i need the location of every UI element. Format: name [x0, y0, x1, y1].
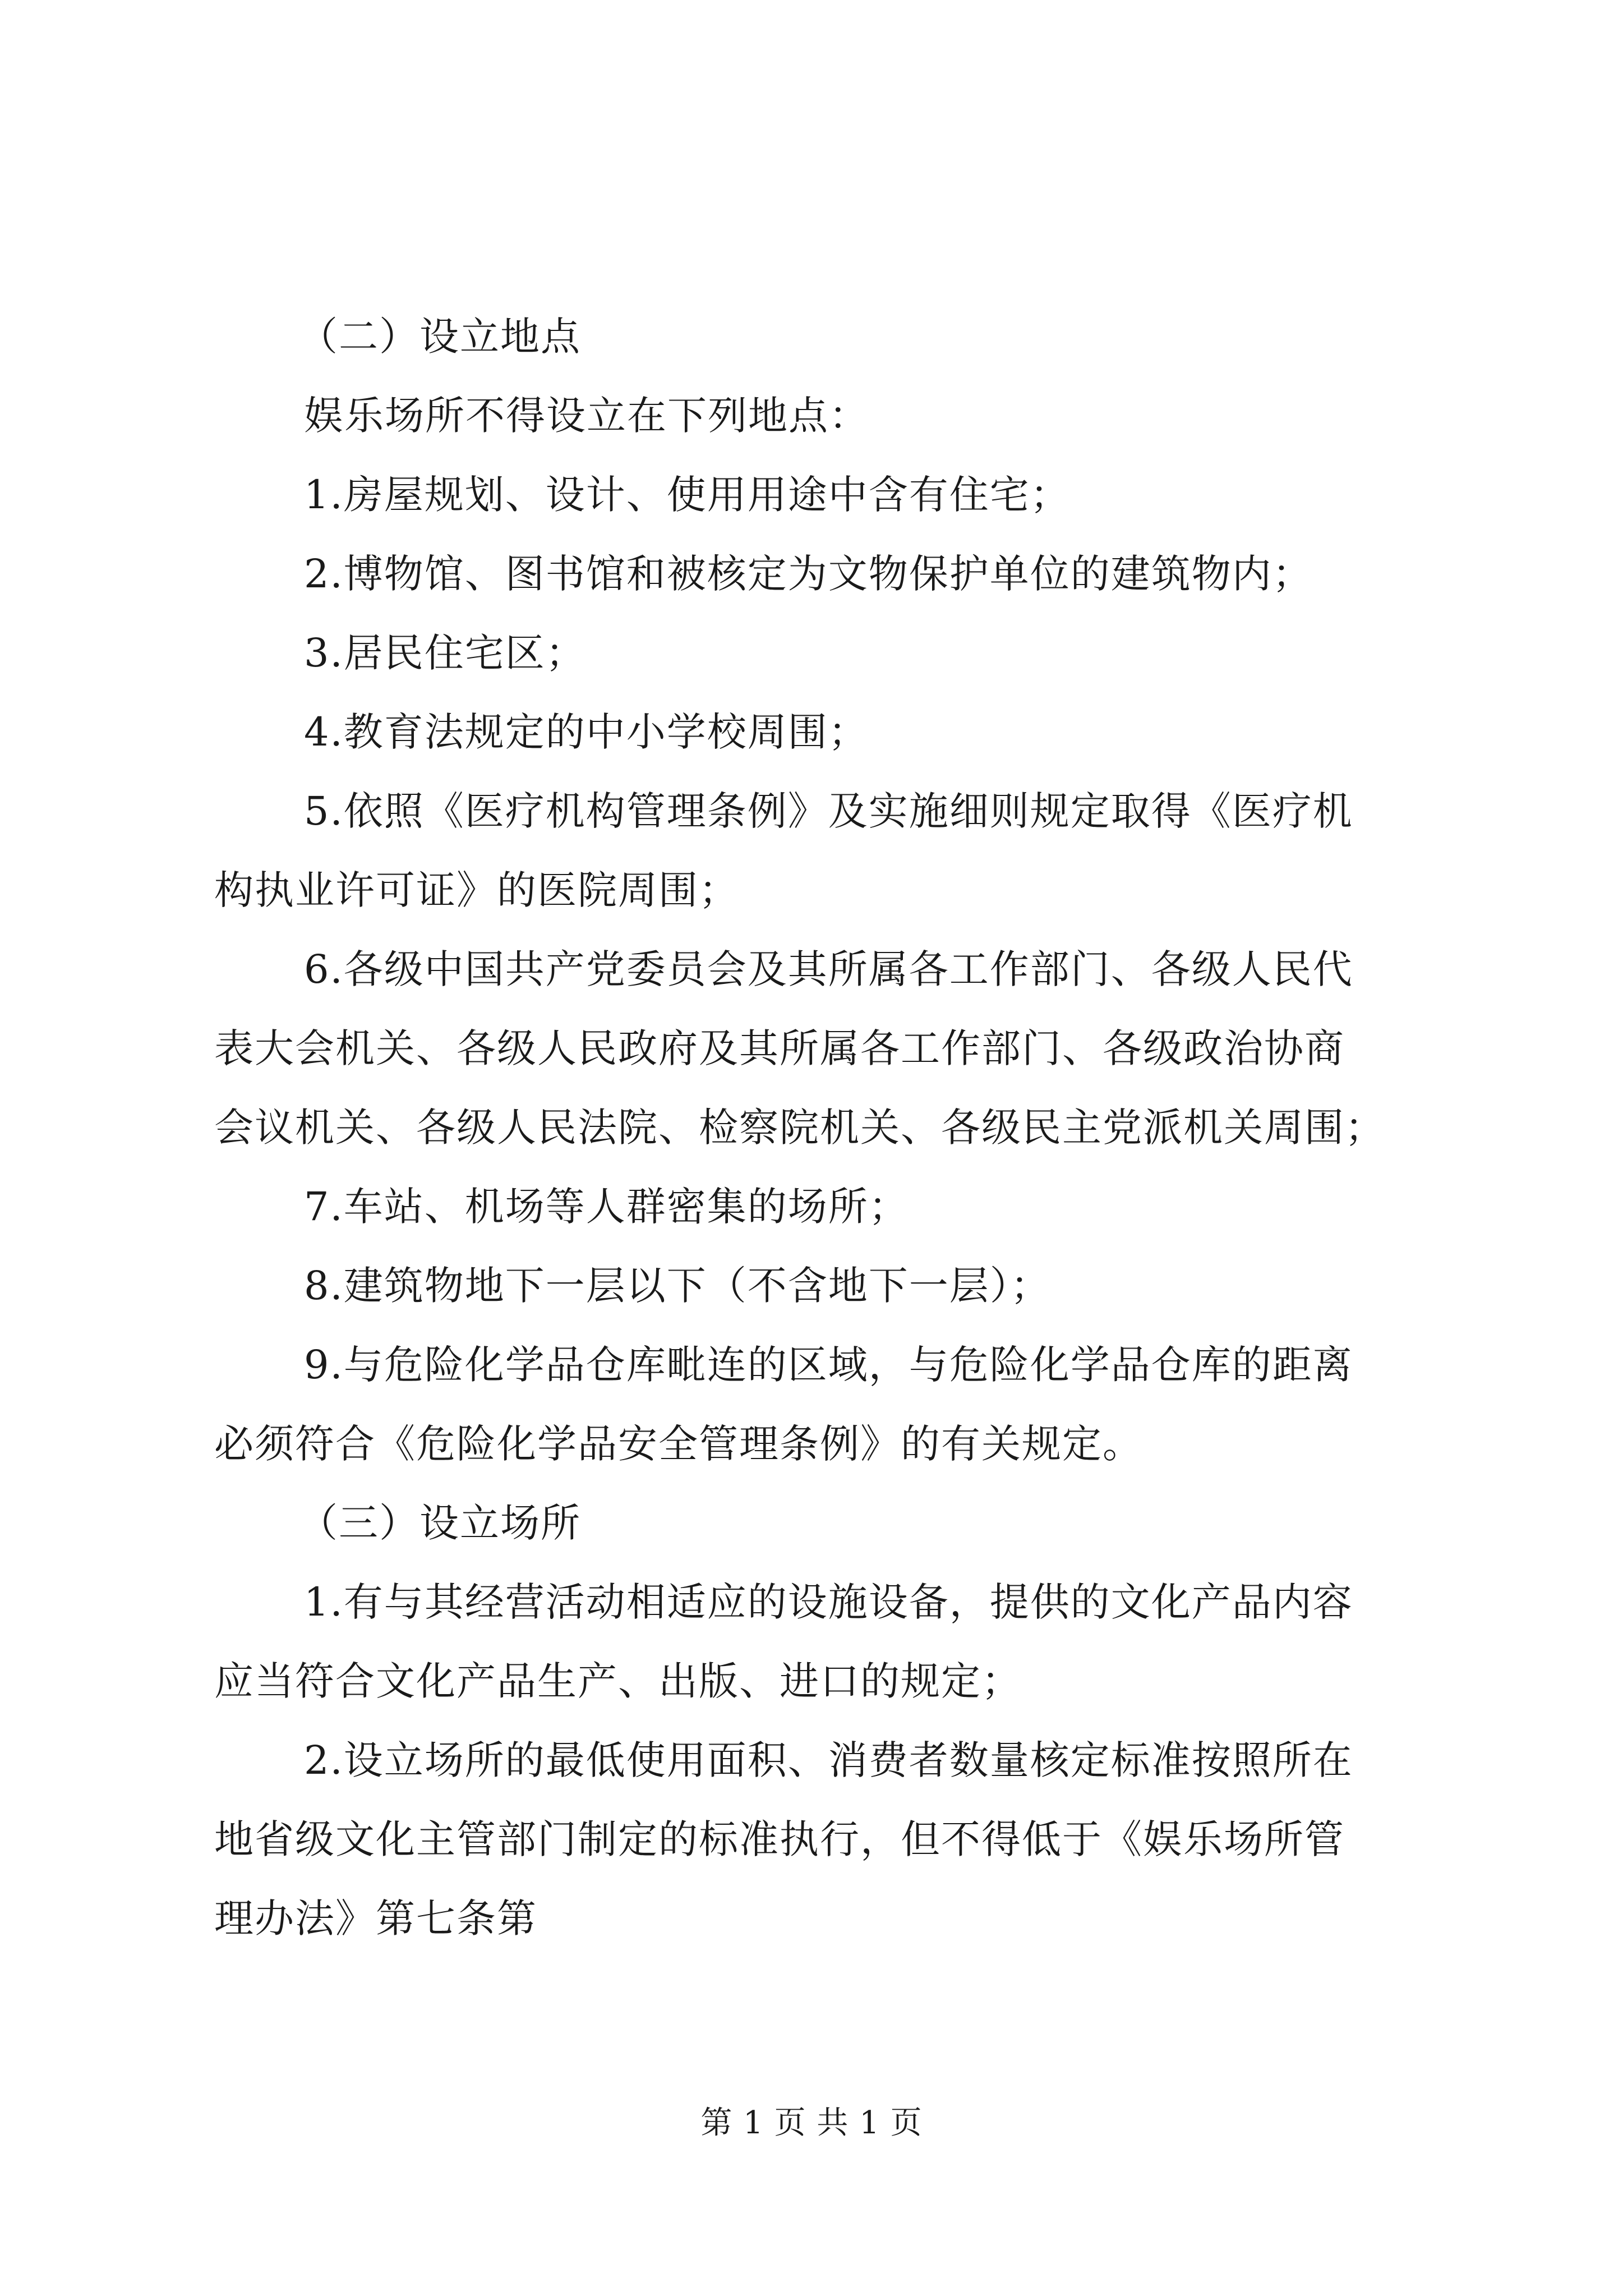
list-item: 9.与危险化学品仓库毗连的区域，与危险化学品仓库的距离	[304, 1342, 1353, 1388]
list-item-continuation: 必须符合《危险化学品安全管理条例》的有关规定。	[214, 1421, 1143, 1467]
document-body	[214, 297, 1414, 1958]
list-item: 4.教育法规定的中小学校周围；	[304, 709, 869, 755]
list-item: 2.设立场所的最低使用面积、消费者数量核定标准按照所在	[304, 1737, 1353, 1783]
list-item-continuation: 会议机关、各级人民法院、检察院机关、各级民主党派机关周围；	[214, 1105, 1385, 1151]
list-item: 3.居民住宅区；	[304, 630, 586, 676]
list-item: 1.有与其经营活动相适应的设施设备，提供的文化产品内容	[304, 1579, 1353, 1625]
list-item: 6.各级中国共产党委员会及其所属各工作部门、各级人民代	[304, 946, 1353, 992]
section-heading: （二）设立地点	[298, 314, 581, 360]
paragraph-line: 娱乐场所不得设立在下列地点：	[304, 393, 869, 439]
list-item-continuation: 地省级文化主管部门制定的标准执行，但不得低于《娱乐场所管	[214, 1816, 1345, 1862]
list-item: 1.房屋规划、设计、使用用途中含有住宅；	[304, 472, 1071, 518]
list-item-continuation: 应当符合文化产品生产、出版、进口的规定；	[214, 1658, 1022, 1704]
list-item-continuation: 构执业许可证》的医院周围；	[214, 867, 739, 913]
page-footer: 第 1 页 共 1 页	[700, 2105, 923, 2141]
list-item: 8.建筑物地下一层以下（不含地下一层）；	[304, 1263, 1051, 1309]
list-item: 5.依照《医疗机构管理条例》及实施细则规定取得《医疗机	[304, 788, 1353, 834]
list-item: 7.车站、机场等人群密集的场所；	[304, 1184, 909, 1230]
list-item-continuation: 表大会机关、各级人民政府及其所属各工作部门、各级政治协商	[214, 1025, 1345, 1071]
section-heading: （三）设立场所	[298, 1500, 581, 1546]
list-item-continuation: 理办法》第七条第	[214, 1895, 537, 1941]
list-item: 2.博物馆、图书馆和被核定为文物保护单位的建筑物内；	[304, 551, 1313, 597]
